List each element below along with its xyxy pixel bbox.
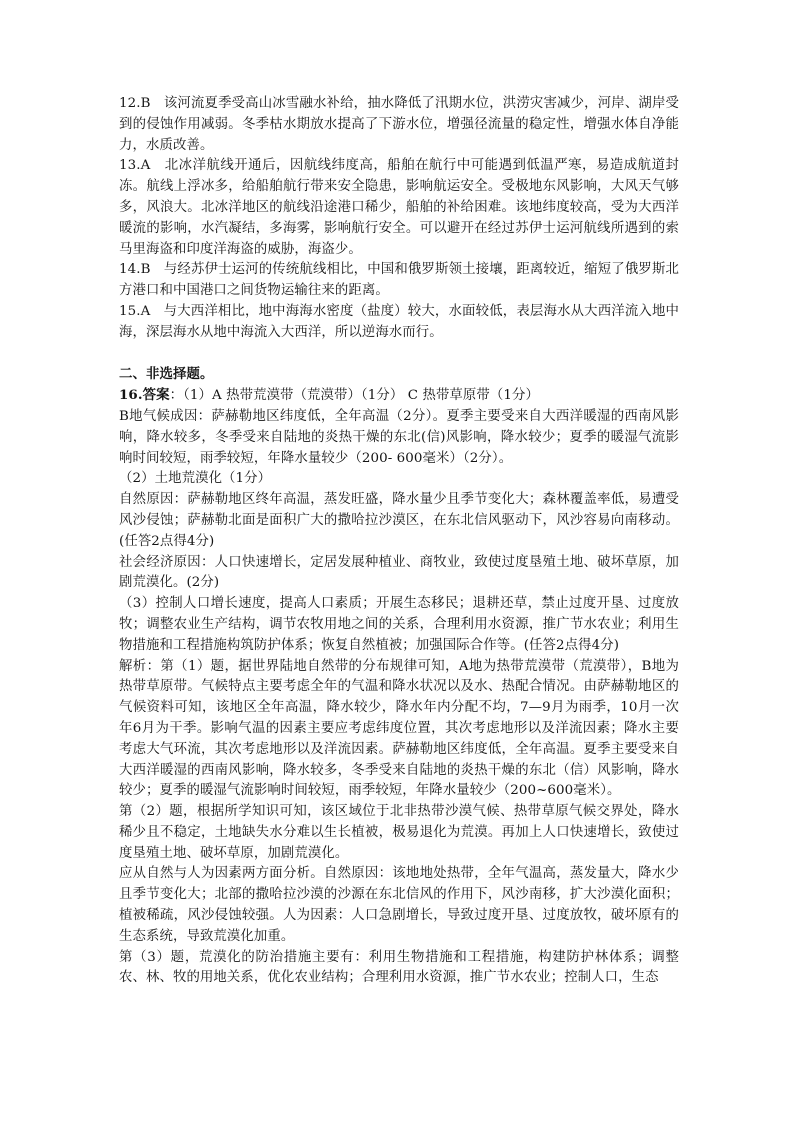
answer-13: [119, 156, 679, 260]
section-spacer: [119, 344, 679, 365]
answer-number: 12.B: [119, 96, 151, 111]
answer-text: 与大西洋相比，地中海海水密度（盐度）较大，水面较低，表层海水从大西洋流入地中海，深层海水从地中海流入大西洋，所以逆海水而行。: [119, 303, 680, 340]
answer-text: 该河流夏季受高山冰雪融水补给，抽水降低了汛期水位，洪涝灾害减少，河岸、湖岸受到的侵蚀作用减弱。冬季枯水期放水提高了下游水位，增强径流量的稳定性，增强水体自净能力，水质改善。: [119, 96, 679, 153]
answer-number: 15.A: [119, 303, 151, 319]
answer-15: [119, 302, 679, 344]
answer-text: 北冰洋航线开通后，因航线纬度高，船舶在航行中可能遇到低温严寒，易造成航道封冻。航线上浮冰多，给船舶航行带来安全隐患，影响航运安全。受极地东风影响，大风天气够多，风浪大。北冰洋地区的航线沿途港口稀少，船舶的补给困难。该地纬度较高，受为大西洋暖流的影响，水汽凝结，多海雾，影响航行安全。可以避开在经过苏伊士运河航线所遇到的索马里海盗和印度洋海盗的威胁，海盗少。: [119, 158, 679, 257]
answer-16-first-line: [119, 385, 679, 407]
paragraph-analysis-causes: 应从自然与人为因素两方面分析。自然原因：该地地处热带，全年气温高，蒸发量大，降水少且季节变化大；北部的撒哈拉沙漠的沙源在东北信风的作用下，风沙南移，扩大沙漠化面积；植被稀疏，风沙侵蚀较强。人为因素：人口急剧增长，导致过度开垦、过度放牧，破坏原有的生态系统，导致荒漠化加重。: [119, 866, 679, 944]
answer-page: [119, 94, 679, 989]
answer-number: 14.B: [119, 262, 151, 278]
paragraph-socioeconomic-causes: 社会经济原因：人口快速增长，定居发展种植业、商牧业，致使过度垦殖土地、破坏草原，加剧荒漠化。(2分): [119, 554, 679, 591]
paragraph-analysis-q2: 第（2）题，根据所学知识可知，该区域位于北非热带沙漠气候、热带草原气候交界处，降水稀少且不稳定，土地缺失水分难以生长植被，极易退化为荒漠。再加上人口快速增长，致使过度垦殖土地、破坏草原，加剧荒漠化。: [119, 804, 679, 861]
answer-14: [119, 260, 679, 302]
answer-text: 与经苏伊士运河的传统航线相比，中国和俄罗斯领土接壤，距离较近，缩短了俄罗斯北方港口和中国港口之间货物运输往来的距离。: [119, 262, 679, 299]
answer-number: 13.A: [119, 158, 151, 174]
answer-12: [119, 94, 679, 156]
paragraph-b-climate: B地气候成因：萨赫勒地区纬度低，全年高温（2分）。夏季主要受来自大西洋暖湿的西南风影响，降水较多，冬季受来自陆地的炎热干燥的东北(信)风影响，降水较少；夏季的暖湿气流影响时间较短，雨季较短，年降水量较少（200- 600毫米）（2分）。: [119, 408, 679, 466]
answer-text: ：（1）A 热带荒漠带（荒漠带）（1分） C 热带草原带（1分）: [169, 388, 539, 404]
section-title: 二、非选择题。: [119, 366, 214, 383]
paragraph-natural-causes: 自然原因：萨赫勒地区终年高温，蒸发旺盛，降水量少且季节变化大；森林覆盖率低，易遭受风沙侵蚀；萨赫勒北面是面积广大的撒哈拉沙漠区，在东北信风驱动下，风沙容易向南移动。(任答2点得4分): [119, 492, 679, 549]
paragraph-q2-answer: （2）土地荒漠化（1分）: [119, 471, 272, 487]
answer-label: 16.答案: [119, 387, 170, 404]
paragraph-analysis-q1: 解析：第（1）题，据世界陆地自然带的分布规律可知，A地为热带荒漠带（荒漠带），B地为热带草原带。气候特点主要考虑全年的气温和降水状况以及水、热配合情况。由萨赫勒地区的气候资料可知，该地区全年高温，降水较少，降水年内分配不均，7—9月为雨季，10月一次年6月为干季。影响气温的因素主要应考虑纬度位置，其次考虑地形以及洋流因素；降水主要考虑大气环流，其次考虑地形以及洋流因素。萨赫勒地区纬度低，全年高温。夏季主要受来自大西洋暖湿的西南风影响，降水较多，冬季受来自陆地的炎热干燥的东北（信）风影响，降水较少；夏季的暖湿气流影响时间较短，雨季较短，年降水量较少（200~600毫米）。: [119, 658, 679, 799]
paragraph-analysis-q3: 第（3）题，荒漠化的防治措施主要有：利用生物措施和工程措施，构建防护林体系；调整农、林、牧的用地关系，优化农业结构；合理利用水资源，推广节水农业；控制人口，生态: [119, 949, 679, 986]
paragraph-q3-measures: （3）控制人口增长速度，提高人口素质；开展生态移民；退耕还草，禁止过度开垦、过度放牧；调整农业生产结构，调节农牧用地之间的关系，合理利用水资源，推广节水农业；利用生物措施和工程措施构筑防护体系；恢复自然植被；加强国际合作等。(任答2点得4分): [119, 596, 679, 653]
